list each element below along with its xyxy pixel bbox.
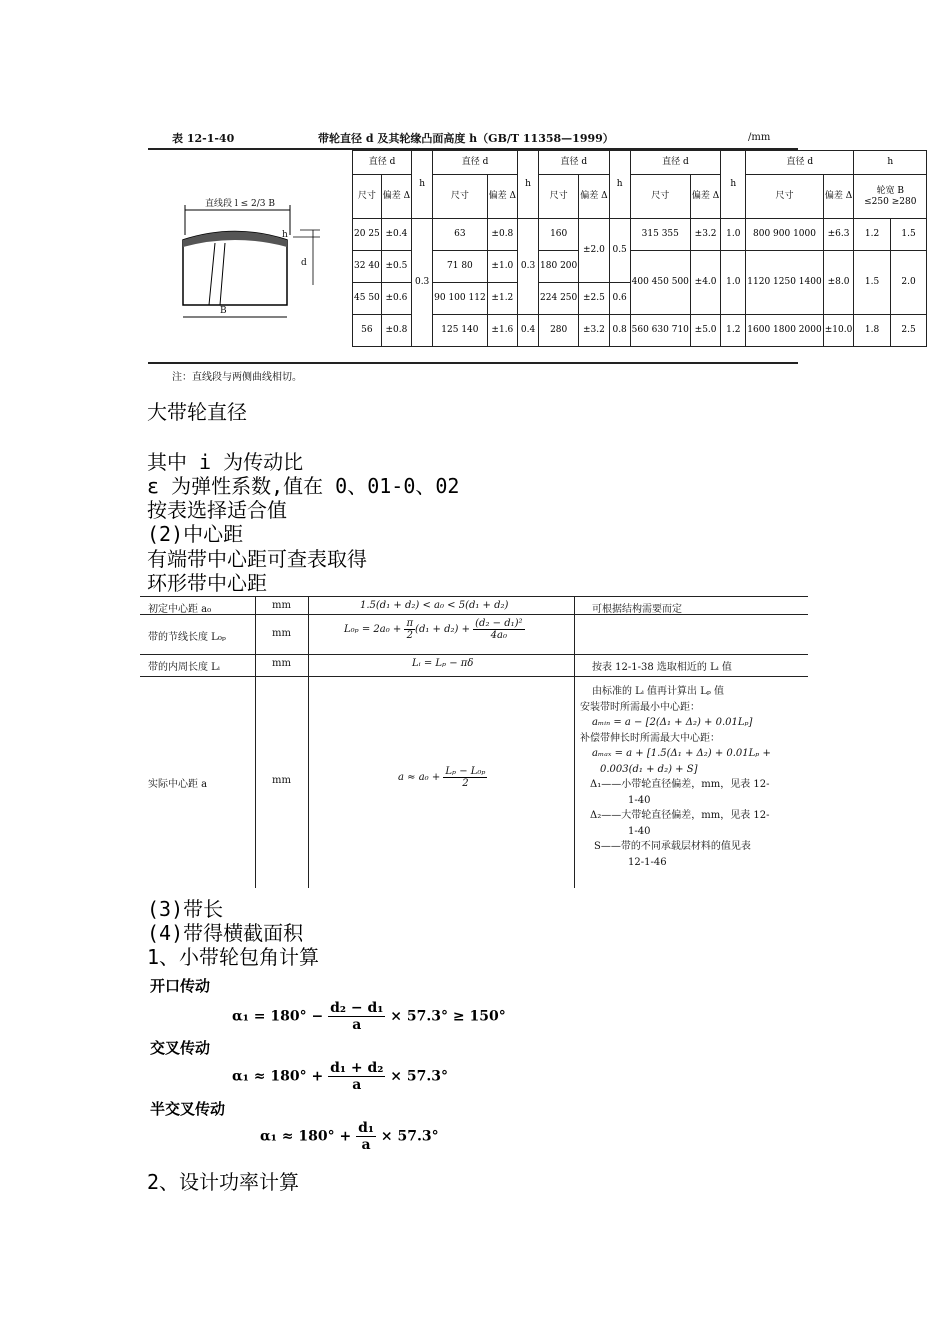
t2-r3-name: 带的内周长度 Lᵢ bbox=[148, 662, 220, 673]
cross-drive-formula: α₁ ≈ 180° + $\frac{\text{d₁ + d₂}}{a}$ × 57.3° bbox=[232, 1060, 448, 1093]
t2-top-rule bbox=[140, 596, 808, 597]
ratio-text: 其中 i 为传动比 bbox=[147, 450, 304, 474]
cross-section-heading: (4)带得横截面积 bbox=[147, 921, 304, 945]
t2-r3-note: 按表 12-1-38 选取相近的 Lᵢ 值 bbox=[592, 662, 732, 673]
table-note: 注：直线段与两侧曲线相切。 bbox=[172, 372, 302, 383]
cross-drive-label: 交叉传动 bbox=[150, 1039, 211, 1057]
diameter-table: 直径 d h 直径 d h 直径 d h 直径 d h 直径 d h 尺寸 偏差 Δ 尺寸 偏差 Δ 尺寸 偏差 Δ 尺寸 偏差 Δ 尺寸 偏差 Δ 轮宽 B ≤250 ≥280 20 25 ±0.4 0.3 63 ±0.8 0.3 160 ±2.0 0.5 315 355 ±3.2 1.0 800 900 1000 ±6.3 1.2 1.5 32 40 ±0.5 71 80 ±1.0 180 200 400 450 500 ±4.0 1.0 1120 1250 1400 ±8.0 1.5 2.0 45 50 ±0.6 90 100 112 ±1.2 224 250 ±2.5 0.6 56 ±0.8 125 140 ±1.6 0.4 280 ±3.2 0.8 560 630 710 ±5.0 1.2 1600 1800 2000 ±10.0 1.8 2.5 bbox=[352, 150, 927, 347]
table-number: 表 12-1-40 bbox=[172, 132, 235, 145]
big-pulley-heading: 大带轮直径 bbox=[147, 400, 247, 424]
t2-rule-3 bbox=[140, 676, 808, 677]
design-power-heading: 2、设计功率计算 bbox=[147, 1170, 300, 1194]
ring-belt-text: 环形带中心距 bbox=[147, 571, 267, 595]
belt-length-heading: (3)带长 bbox=[147, 897, 224, 921]
table-unit: /mm bbox=[748, 132, 771, 143]
fig-d-label: d bbox=[301, 258, 307, 268]
t2-rule-2 bbox=[140, 654, 808, 655]
t2-r4-name: 实际中心距 a bbox=[148, 779, 208, 790]
t2-col-2 bbox=[308, 596, 309, 888]
t2-r4-unit: mm bbox=[272, 775, 291, 786]
center-distance-heading: (2)中心距 bbox=[147, 522, 244, 546]
open-drive-label: 开口传动 bbox=[150, 977, 211, 995]
t2-r4-formula: a ≈ a₀ + $\frac{\text{Lₚ − L₀ₚ}}{2}$ bbox=[398, 766, 486, 789]
t2-col-1 bbox=[255, 596, 256, 888]
half-cross-drive-label: 半交叉传动 bbox=[150, 1100, 226, 1118]
fig-b-label: B bbox=[220, 306, 227, 316]
t2-r3-formula: Lᵢ = Lₚ − πδ bbox=[412, 658, 474, 669]
lookup-text: 按表选择适合值 bbox=[147, 498, 287, 522]
with-end-text: 有端带中心距可查表取得 bbox=[147, 547, 367, 571]
fig-straight-label: 直线段 l ≤ 2/3 B bbox=[205, 199, 275, 209]
t2-r1-note: 可根据结构需要而定 bbox=[592, 604, 682, 615]
elastic-text: ε 为弹性系数,值在 0、01-0、02 bbox=[147, 474, 460, 498]
t2-r3-unit: mm bbox=[272, 658, 291, 669]
table-title: 带轮直径 d 及其轮缘凸面高度 h（GB/T 11358—1999） bbox=[318, 132, 614, 145]
t2-rule-1 bbox=[140, 614, 808, 615]
t2-col-3 bbox=[574, 596, 575, 888]
open-drive-formula: α₁ = 180° − $\frac{\text{d₂ − d₁}}{a}$ × 57.3° ≥ 150° bbox=[232, 1000, 506, 1033]
t2-r4-notes: 由标准的 Lᵢ 值再计算出 Lₚ 值 安装带时所需最小中心距： aₘᵢₙ = a − [2(Δ₁ + Δ₂) + 0.01Lₚ] 补偿带伸长时所需最大中心距： aₘₐₓ = a + [1.5(Δ₁ + Δ₂) + 0.01Lₚ + 0.003(d₁ + d₂) + S] Δ₁——小带轮直径偏差，mm，见表 12- 1-40 Δ₂——大带轮直径偏差，mm，见表 12- 1-40 S——带的不同承载层材料的值见表 12-1-46 bbox=[580, 686, 771, 868]
fig-h-label: h bbox=[282, 230, 288, 240]
t2-r1-name: 初定中心距 a₀ bbox=[148, 604, 212, 615]
table-bottom-rule bbox=[148, 362, 798, 364]
t2-r2-unit: mm bbox=[272, 628, 291, 639]
half-cross-drive-formula: α₁ ≈ 180° + $\frac{\text{d₁}}{a}$ × 57.3° bbox=[260, 1120, 439, 1153]
t2-r1-formula: 1.5(d₁ + d₂) < a₀ < 5(d₁ + d₂) bbox=[360, 600, 509, 611]
t2-r1-unit: mm bbox=[272, 600, 291, 611]
wrap-angle-heading: 1、小带轮包角计算 bbox=[147, 945, 320, 969]
t2-r2-formula: L₀ₚ = 2a₀ + $\frac{\pi}{2}$ (d₁ + d₂) + $\frac{\text{(d₂ − d₁)²}}{\text{4a₀}}$ bbox=[344, 618, 523, 641]
t2-r2-name: 带的节线长度 L₀ₚ bbox=[148, 632, 226, 643]
